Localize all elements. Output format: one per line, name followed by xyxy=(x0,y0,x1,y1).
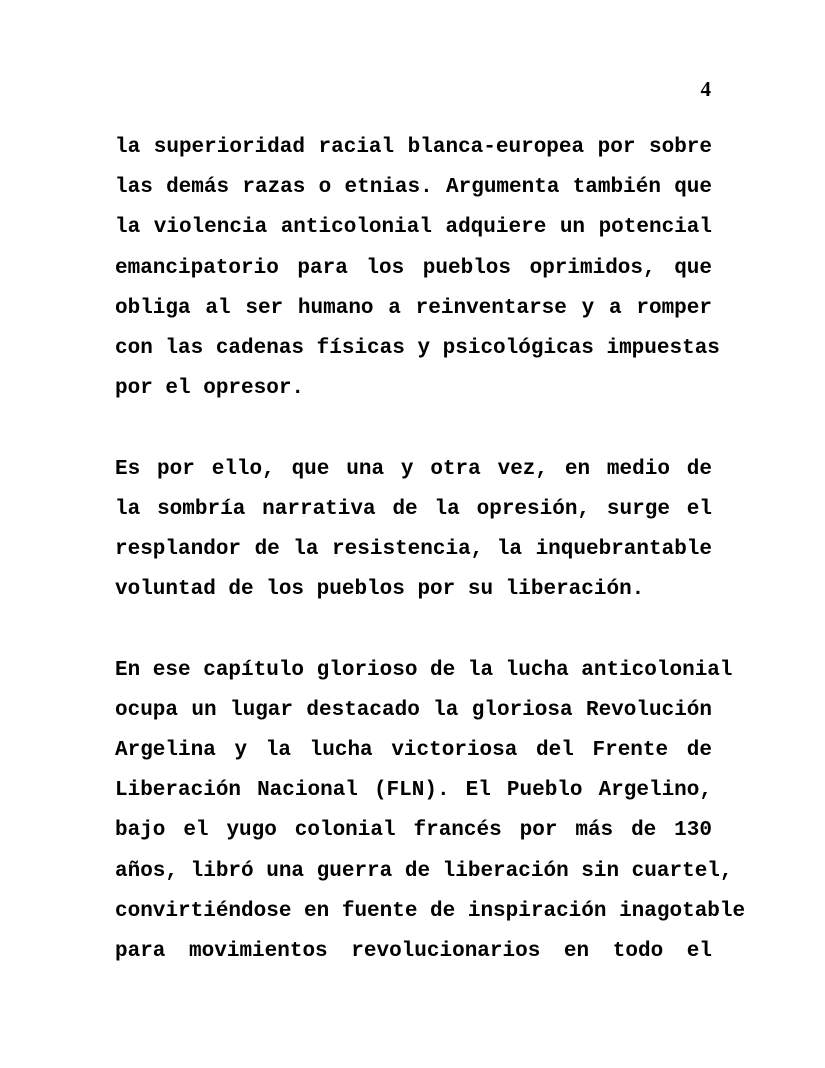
text-line: resplandor de la resistencia, la inquebrantable xyxy=(115,538,712,562)
text-line: la sombría narrativa de la opresión, surge el xyxy=(115,497,712,521)
body-text xyxy=(115,128,746,1012)
text-line: ocupa un lugar destacado la gloriosa Revolución xyxy=(115,698,712,722)
text-line: Liberación Nacional (FLN). El Pueblo Argelino, xyxy=(115,779,712,803)
text-line: obliga al ser humano a reinventarse y a romper xyxy=(115,296,712,320)
text-line: convirtiéndose en fuente de inspiración inagotable xyxy=(115,899,746,923)
text-line: la superioridad racial blanca-europea por sobre xyxy=(115,136,712,159)
paragraph-2 xyxy=(115,450,712,611)
text-line: bajo el yugo colonial francés por más de 130 xyxy=(115,819,712,843)
text-line: las demás razas o etnias. Argumenta también que xyxy=(115,176,712,200)
paragraph-3 xyxy=(115,651,746,973)
text-line: Es por ello, que una y otra vez, en medio de xyxy=(115,457,712,481)
page-number: 4 xyxy=(700,77,711,101)
text-line: la violencia anticolonial adquiere un potencial xyxy=(115,216,712,240)
text-line: por el opresor. xyxy=(115,377,305,401)
text-line: años, libró una guerra de liberación sin cuartel, xyxy=(115,859,733,883)
text-line: para movimientos revolucionarios en todo el xyxy=(115,940,712,964)
paragraph-1 xyxy=(115,128,720,409)
text-line: Argelina y la lucha victoriosa del Frente de xyxy=(115,739,712,763)
text-line: con las cadenas físicas y psicológicas impuestas xyxy=(115,337,720,361)
text-line: En ese capítulo glorioso de la lucha anticolonial xyxy=(115,658,733,682)
text-line: voluntad de los pueblos por su liberación. xyxy=(115,578,645,602)
text-line: emancipatorio para los pueblos oprimidos, que xyxy=(115,256,712,280)
